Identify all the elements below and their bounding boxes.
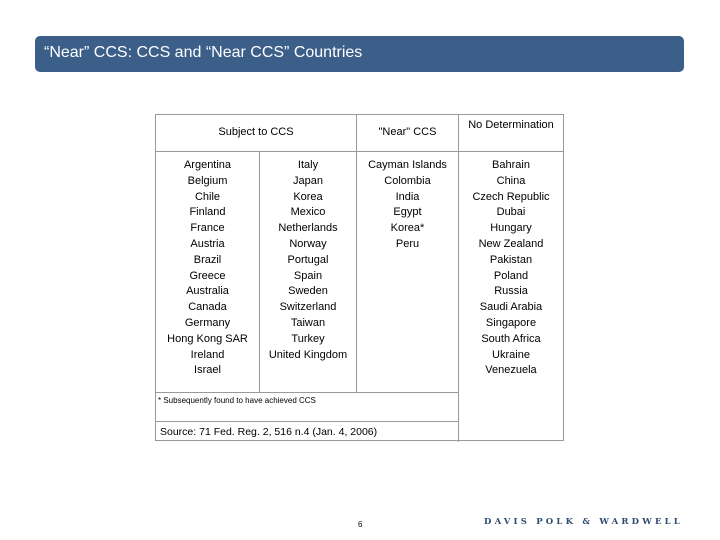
list-item: Peru bbox=[395, 237, 420, 250]
list-item: Brazil bbox=[193, 253, 222, 266]
list-item: Australia bbox=[186, 285, 229, 298]
list-item: China bbox=[496, 174, 526, 187]
near-ccs-column bbox=[357, 158, 458, 253]
header-near-ccs: "Near" CCS bbox=[378, 126, 437, 138]
table-divider bbox=[356, 115, 357, 392]
list-item: Austria bbox=[190, 237, 225, 250]
list-item: Hungary bbox=[490, 222, 532, 235]
page-number: 6 bbox=[358, 520, 363, 529]
ccs-country-table bbox=[155, 114, 564, 441]
list-item: Pakistan bbox=[489, 253, 533, 266]
firm-logo: DAVIS POLK & WARDWELL bbox=[484, 517, 683, 527]
list-item: Argentina bbox=[183, 159, 232, 171]
list-item: Cayman Islands bbox=[368, 159, 447, 171]
no-determination-column bbox=[459, 158, 563, 379]
list-item: Dubai bbox=[496, 206, 526, 219]
list-item: Belgium bbox=[187, 174, 228, 187]
list-item: Colombia bbox=[384, 174, 431, 187]
table-source: Source: 71 Fed. Reg. 2, 516 n.4 (Jan. 4, 2006) bbox=[160, 426, 378, 438]
list-item: Canada bbox=[188, 301, 227, 314]
list-item: New Zealand bbox=[478, 237, 544, 250]
list-item: Russia bbox=[494, 285, 528, 298]
list-item: Israel bbox=[194, 364, 221, 377]
list-item: Bahrain bbox=[492, 159, 530, 171]
list-item: Taiwan bbox=[290, 316, 326, 329]
list-item: Finland bbox=[189, 206, 226, 219]
list-item: Ireland bbox=[190, 348, 225, 361]
list-item: France bbox=[190, 222, 225, 235]
table-divider bbox=[156, 392, 458, 393]
list-item: Switzerland bbox=[279, 301, 337, 314]
list-item: Korea* bbox=[390, 222, 425, 235]
list-item: India bbox=[395, 190, 420, 203]
list-item: Singapore bbox=[485, 316, 537, 329]
list-item: Greece bbox=[189, 269, 226, 282]
list-item: Czech Republic bbox=[472, 190, 550, 203]
list-item: Italy bbox=[297, 159, 319, 171]
list-item: Sweden bbox=[288, 285, 328, 298]
list-item: South Africa bbox=[481, 332, 541, 345]
list-item: Korea bbox=[293, 190, 323, 203]
list-item: Portugal bbox=[287, 253, 329, 266]
slide-title: “Near” CCS: CCS and “Near CCS” Countries bbox=[44, 44, 363, 61]
list-item: Poland bbox=[493, 269, 529, 282]
table-divider bbox=[156, 151, 563, 152]
list-item: Spain bbox=[293, 269, 323, 282]
header-subject-to-ccs: Subject to CCS bbox=[218, 126, 294, 138]
list-item: Germany bbox=[184, 316, 231, 329]
table-divider bbox=[156, 421, 458, 422]
list-item: Netherlands bbox=[278, 222, 338, 235]
list-item: Ukraine bbox=[492, 348, 530, 361]
table-footnote: * Subsequently found to have achieved CCS bbox=[158, 396, 316, 405]
list-item: Saudi Arabia bbox=[479, 301, 543, 314]
list-item: Venezuela bbox=[485, 364, 537, 377]
list-item: United Kingdom bbox=[268, 348, 348, 361]
list-item: Japan bbox=[293, 174, 323, 187]
list-item: Norway bbox=[289, 237, 327, 250]
header-no-determination: No Determination bbox=[468, 119, 554, 131]
list-item: Chile bbox=[194, 190, 221, 203]
list-item: Turkey bbox=[291, 332, 325, 345]
list-item: Egypt bbox=[393, 206, 422, 219]
list-item: Hong Kong SAR bbox=[167, 332, 248, 345]
slide-title-bar bbox=[35, 36, 684, 72]
list-item: Mexico bbox=[290, 206, 326, 219]
subject-to-ccs-column-1 bbox=[156, 158, 259, 379]
subject-to-ccs-column-2 bbox=[260, 158, 356, 363]
